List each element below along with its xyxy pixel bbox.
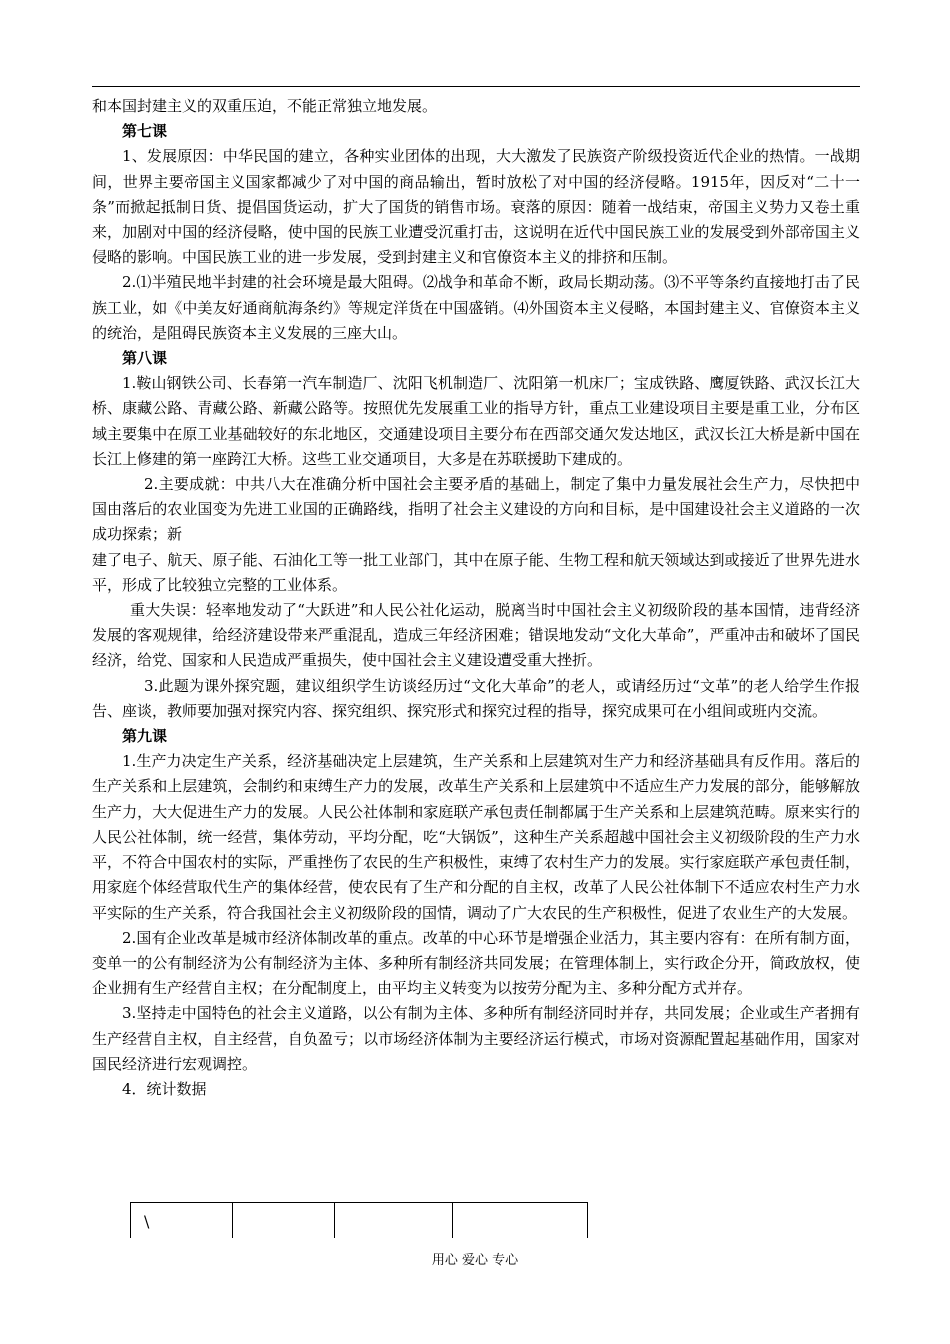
paragraph: 3.此题为课外探究题，建议组织学生访谈经历过“文化大革命”的老人，或请经历过“文革”的老人给学生作报告、座谈，教师要加强对探究内容、探究组织、探究形式和探究过程的指导，探究成果可在小组间或班内交流。 bbox=[92, 676, 860, 720]
header-rule bbox=[92, 86, 860, 87]
table-column-border bbox=[130, 1202, 131, 1238]
paragraph: 1.鞍山钢铁公司、长春第一汽车制造厂、沈阳飞机制造厂、沈阳第一机床厂；宝成铁路、鹰厦铁路、武汉长江大桥、康藏公路、青藏公路、新藏公路等。按照优先发展重工业的指导方针，重点工业建设项目主要是重工业，分布区域主要集中在原工业基础较好的东北地区，交通建设项目主要分布在西部交通欠发达地区，武汉长江大桥是新中国在长江上修建的第一座跨江大桥。这些工业交通项目，大多是在苏联援助下建成的。 bbox=[92, 374, 860, 468]
table-column-border bbox=[232, 1202, 233, 1238]
paragraph: 3.坚持走中国特色的社会主义道路，以公有制为主体、多种所有制经济同时并存，共同发展；企业或生产者拥有生产经营自主权，自主经营，自负盈亏；以市场经济体制为主要经济运行模式，市场对资源配置起基础作用，国家对国民经济进行宏观调控。 bbox=[92, 1004, 860, 1073]
paragraph: 2.国有企业改革是城市经济体制改革的重点。改革的中心环节是增强企业活力，其主要内容有：在所有制方面，变单一的公有制经济为公有制经济为主体、多种所有制经济共同发展；在管理体制上，实行政企分开，简政放权，使企业拥有生产经营自主权；在分配制度上，由平均主义转变为以按劳分配为主、多种分配方式并存。 bbox=[92, 928, 860, 998]
table-diagonal-header: \ bbox=[144, 1212, 150, 1231]
paragraph: 4．统计数据 bbox=[122, 1079, 207, 1098]
paragraph: 重大失误：轻率地发动了“大跃进”和人民公社化运动，脱离当时中国社会主义初级阶段的基本国情，违背经济发展的客观规律，给经济建设带来严重混乱，造成三年经济困难；错误地发动“文化大革命”，严重冲击和破坏了国民经济，给党、国家和人民造成严重损失，使中国社会主义建设遭受重大挫折。 bbox=[92, 601, 860, 670]
lesson-7-heading: 第七课 bbox=[122, 122, 168, 141]
lesson-9-heading: 第九课 bbox=[122, 727, 168, 746]
paragraph: 2.⑴半殖民地半封建的社会环境是最大阻碍。⑵战争和革命不断，政局长期动荡。⑶不平等条约直接地打击了民族工业，如《中美友好通商航海条约》等规定洋货在中国盛销。⑷外国资本主义侵略，本国封建主义、官僚资本主义的统治，是阻碍民族资本主义发展的三座大山。 bbox=[92, 273, 860, 342]
paragraph: 2.主要成就：中共八大在准确分析中国社会主要矛盾的基础上，制定了集中力量发展社会生产力，尽快把中国由落后的农业国变为先进工业国的正确路线，指明了社会主义建设的方向和目标，是中国建设社会主义道路的一次成功探索；新 bbox=[92, 475, 860, 544]
table-column-border bbox=[587, 1202, 588, 1238]
document-body bbox=[92, 94, 860, 1102]
statistics-table bbox=[130, 1202, 588, 1238]
table-column-border bbox=[334, 1202, 335, 1238]
paragraph: 1.生产力决定生产关系，经济基础决定上层建筑，生产关系和上层建筑对生产力和经济基础具有反作用。落后的生产关系和上层建筑，会制约和束缚生产力的发展，改革生产关系和上层建筑中不适应生产力发展的部分，能够解放生产力，大大促进生产力的发展。人民公社体制和家庭联产承包责任制都属于生产关系和上层建筑范畴。原来实行的人民公社体制，统一经营，集体劳动，平均分配，吃“大锅饭”，这种生产关系超越中国社会主义初级阶段的生产力水平，不符合中国农村的实际，严重挫伤了农民的生产积极性，束缚了农村生产力的发展。实行家庭联产承包责任制，用家庭个体经营取代生产的集体经营，使农民有了生产和分配的自主权，改革了人民公社体制下不适应农村生产力水平实际的生产关系，符合我国社会主义初级阶段的国情，调动了广大农民的生产积极性，促进了农业生产的大发展。 bbox=[92, 752, 860, 922]
paragraph: 1、发展原因：中华民国的建立，各种实业团体的出现，大大激发了民族资产阶级投资近代企业的热情。一战期间，世界主要帝国主义国家都减少了对中国的商品输出，暂时放松了对中国的经济侵略。1915年，因反对“二十一条”而掀起抵制日货、提倡国货运动，扩大了国货的销售市场。衰落的原因：随着一战结束，帝国主义势力又卷土重来，加剧对中国的经济侵略，使中国的民族工业遭受沉重打击，这说明在近代中国民族工业的发展受到外部帝国主义侵略的影响。中国民族工业的进一步发展，受到封建主义和官僚资本主义的排挤和压制。 bbox=[92, 147, 860, 267]
paragraph: 建了电子、航天、原子能、石油化工等一批工业部门，其中在原子能、生物工程和航天领域达到或接近了世界先进水平，形成了比较独立完整的工业体系。 bbox=[92, 550, 860, 594]
table-top-border bbox=[130, 1202, 588, 1203]
paragraph: 和本国封建主义的双重压迫，不能正常独立地发展。 bbox=[92, 97, 438, 115]
page-footer: 用心 爱心 专心 bbox=[431, 1253, 519, 1268]
lesson-8-heading: 第八课 bbox=[122, 349, 168, 368]
table-column-border bbox=[452, 1202, 453, 1238]
